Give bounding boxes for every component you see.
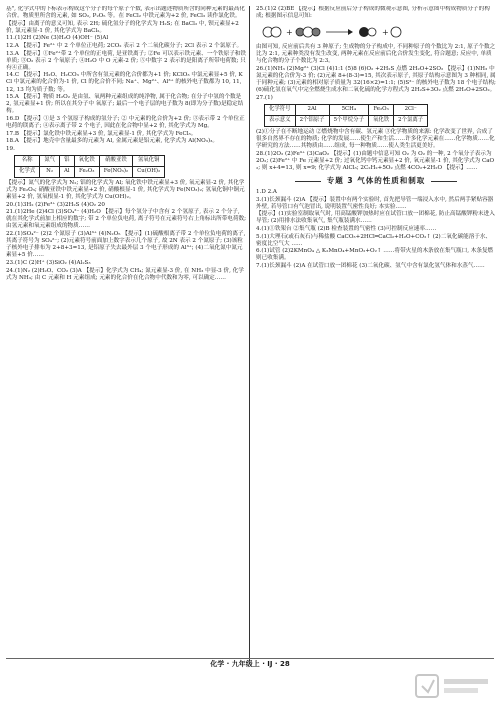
answer-paragraph: 由图可知, 反应前后共有 3 种原子; 生成物的分子构成中, 不同种原子的个数比为 2:1, 原子个数之比为 2:1, 元素种类没有发生改变, 两种元素在反应前后化合价发生变化, 符合题意; 反应中, 单质与化合物的分子个数比为 2:3。	[256, 44, 496, 65]
watermark-logo-icon	[414, 671, 492, 701]
symbol-table	[264, 104, 428, 127]
answer-paragraph: 28.(1)2O₂ (2)Fe³⁺ (3)CaO₂ 【提示】(1)由题中信息可知 O₂ 为 O₂ 的一种, 2 个氧分子表示为 2O₂; (2)Fe²⁺ 中 Fe 元素显+2 价; 过氧化钙中钙元素显+2 价, 氧元素显-1 价, 其化学式为 CaO₂; 则 x+4=13, 则 x=9; 化学式为 AlCl₃; 2C₂H₂+5O₂ 点燃 4CO₂+2H₂O 【提示】……	[256, 150, 495, 171]
table-cell: 硝酸亚铁	[99, 155, 132, 166]
table-cell: 2个铝原子	[295, 115, 329, 126]
answer-number: 27.(1)	[256, 94, 273, 101]
answer-paragraph: 24.(1)N₂ (2)H₂O、CO₂ (3)A 【提示】化学式为 CH₄; 氮元素显-3 价, 在 NH₃ 中显-3 价, 化学式为 NH₃; 由 C 元素和 H 元素组成; 元素的化合价在化合物中代数和为零, 可以确定……	[6, 267, 244, 281]
table-cell: Al	[59, 166, 74, 177]
table-cell: 氢氧化铜	[133, 155, 165, 166]
table-cell: Fe(NO₃)₂	[99, 166, 132, 177]
page-footer: 化学 · 九年级上 · IJ · 28	[210, 660, 290, 668]
table-cell: 氧化铁	[74, 155, 99, 166]
svg-text:+: +	[286, 28, 293, 38]
answer-paragraph: 【提示】由离子的意义可知, 表示 2H; 硫化氢分子的化学式为 H₂S; 在 BaCl₂ 中, 钡元素显+2 价, 氯元素显-1 价, 其化学式为 BaCl₂。	[6, 20, 239, 34]
table-row-label: 表示意义	[265, 115, 296, 126]
left-column	[6, 6, 246, 656]
table-cell: 氧化铁	[368, 115, 393, 126]
table-cell: Cu(OH)₂	[133, 166, 165, 177]
answer-paragraph: 12.A 【提示】Fe²⁺ 中 2 个单位正电荷; 2CO₂ 表示 2 个二氧化碳分子; 2Cl 表示 2 个氯原子。	[6, 42, 243, 49]
table-row-label: 化学式	[15, 166, 40, 177]
table-cell: 氮气	[40, 155, 60, 166]
right-column	[256, 6, 496, 656]
formula-table	[14, 155, 165, 178]
answer-paragraph: 11.(1)2H (2)Ne (3)H₂O (4)OH⁻ (5)Al	[6, 35, 109, 42]
table-row	[15, 166, 165, 177]
answer-number: 19.	[6, 145, 15, 152]
molecule-diagram	[256, 21, 406, 43]
answer-paragraph: 1.D 2.A	[256, 189, 277, 195]
answer-paragraph: 22.(1)SO₄²⁻ (2)2 个氮原子 (3)Al³⁺ (4)N₂O₅ 【提示】(1)硫酸根离子带 2 个单位负电荷的离子, 其离子符号为 SO₄²⁻; (2)元素符号前面加上数字表示几个原子, 故 2N 表示 2 个氮原子; (3)该粒子核外电子排布为 2+8+3=13, 是铝原子失去最外层 3 个电子形成的 Al³⁺; (4)二氧化氮中氮元素显+5 价……	[6, 231, 246, 259]
answer-paragraph: 25.(1)2 (2)BE 【提示】根据反应前后分子构成的微观示意图, 分析示意图中构成物质分子的构成; 根据图示信息可知:	[256, 6, 490, 20]
answer-paragraph: 21.(1)2He (2)4Cl (3)SO₄²⁻ (4)H₂O 【提示】每个氢分子中含有 2 个氢原子, 表示 2 个分子, 就在其化学式前加上相应的数字; 带 2 个单位负电荷, 离子符号在元素符号右上角标出所带电荷数; 由氢元素和氧元素组成的物质……	[6, 209, 246, 230]
molecule-icon	[263, 27, 281, 37]
table-cell: Fe₂O₃	[74, 166, 99, 177]
answer-paragraph: 16.D 【提示】①是 3 个氢原子构成的氢分子; ② 中元素的化合价为+2 价; ③表示带 2 个单位正电荷的镁离子; ④表示离子带 2 个电子, 因此在化合物中显+2 价, 其化学式为 Mg。	[6, 115, 245, 129]
answer-paragraph: 基", 化学式中的下标表示构成这个分子的每个原子个数, 表示出题述物质所含的同种元素的最高化合价。物质里所含的元素, 如 SO₂, P₂O₅ 等。在 FeCl₂ 中铁元素为+2 价, FeCl₃ 读作氯化铁。	[6, 6, 246, 20]
answer-paragraph: 18.A 【提示】地壳中含量最多的元素为 Al, 金属元素是铝元素, 化学式为 Al(NO₃)₃。	[6, 138, 218, 145]
table-row-label: 化学符号	[265, 104, 296, 115]
table-cell: 2Al	[295, 104, 329, 115]
answer-paragraph: 【提示】(1)实验室制取氧气时, 用高锰酸钾加热时应在试管口放一团棉花, 防止高锰酸钾粉末进入导管; (2)用排水法收集氧气, 集气瓶装满水……	[256, 211, 495, 225]
answer-paragraph: 26.(1)NH₃ (2)Mg²⁺ (3)Cl (4)1:1 (5)8 (6)O₂ +2H₂S 点燃 2H₂O+2SO₂ 【提示】(1)NH₃ 中氮元素的化合价为-3 价; (2)元素 8+(8-3)=15, 其次表示原子, 其原子结构示意图为 3 种相同, 属于同种元素; (3)元素的相对原子质量为 32(16×2)=1:1; (5)S²⁻ 的核外电子数为 18 个电子结构; (6)硫化氢在氧气中完全燃烧生成水和二氧化硫的化学方程式为 2H₂S+3O₂ 点燃 2H₂O+2SO₂。	[256, 65, 496, 94]
molecule-icon	[391, 27, 401, 37]
answer-paragraph: 17.B 【提示】氯化铁中铁元素显+3 价, 氯元素显-1 价, 其化学式为 FeCl₃。	[6, 130, 197, 137]
table-cell: 2个氯离子	[394, 115, 428, 126]
answer-paragraph: 7.(1)长颈漏斗 (2)A 在试管口放一团棉花 (3)二氧化碳、氢气中含有氯化氢气体和水蒸气……	[256, 262, 485, 269]
answer-paragraph: 15.A 【提示】物质 H₂O₂ 是由氢、氧两种元素组成的纯净物, 属于化合物; 在分子中氢的个数是 2, 氢元素显+1 价; 所以在其分子中 氧原子; 最后一个电子层的电子数为 8(即为分子数)是稳定结构。	[6, 94, 244, 115]
table-cell: 5CH₄	[329, 104, 368, 115]
section-title: 专题 3 气体的性质和制取	[326, 176, 426, 185]
table-cell: 铝	[59, 155, 74, 166]
molecule-icon	[359, 27, 376, 37]
table-row	[15, 155, 165, 166]
section-heading	[256, 176, 496, 186]
answer-paragraph: 【提示】氮气的化学式为 N₂; 铝的化学式为 Al; 氧化铁中铁元素显+3 价, 氧元素显-2 价, 其化学式为 Fe₂O₃; 硝酸亚铁中铁元素显+2 价, 硝酸根显-1 价, 其化学式为 Fe(NO₃)₂; 氢氧化铜中铜元素显+2 价, 氢氧根显-1 价, 其化学式为 Cu(OH)₂。	[6, 179, 245, 201]
heading-rule	[295, 181, 321, 182]
table-row	[265, 115, 428, 126]
table-row	[265, 104, 428, 115]
table-cell: 2Cl⁻	[394, 104, 428, 115]
table-cell: Fe₂O₃	[368, 104, 393, 115]
table-cell: 5个甲烷分子	[329, 115, 368, 126]
column-divider	[249, 6, 250, 661]
answer-paragraph: 4.(1)①铁架台 ②集气瓶 (2)B 检查装置的气密性 (3)可控制反应速率……	[256, 225, 437, 232]
table-cell: N₂	[40, 166, 60, 177]
heading-rule	[431, 181, 457, 182]
answer-paragraph: 20.(1)3H₂ (2)Fe³⁺ (3)2H₂S (4)O₂ 20	[6, 201, 105, 208]
molecule-icon	[296, 27, 320, 37]
answer-paragraph: 14.C 【提示】H₂O、H₂CO₃ 中所含有氢元素的化合价都为+1 价; KClO₃ 中氯元素显+5 价, KCl 中氯元素的化合价为-1 价, Cl 的化合价不同; Na⁺、Mg²⁺、Al³⁺ 的核外电子数都为 10, 11, 12, 13 均为质子数; 等。	[6, 72, 243, 93]
answer-paragraph: 13.A 【提示】①Fe²⁺带 2 个单位的正电荷, 是亚铁离子; ②Fe 可以表示铁元素、一个铁原子和铁单质; ③O₂ 表示 2 个氧原子; ④H₂O 中 O 元素-2 价; ⑤中数字 2 表示的是阳离子所带电荷数; 只有④正确。	[6, 50, 246, 71]
answer-paragraph: 3.(1)长颈漏斗 (2)A 【提示】装置中有两个实验时, 首先把导管一端浸入水中, 然后两手紧贴容器外壁, 若导管口有气泡冒出, 说明装置气密性良好; 本实验……	[256, 196, 494, 210]
answer-paragraph: (2)①分子在不断地运动 ②燃烧物中含有碳、氢元素 ③化学物质的来源: 化学改变了世界, 合成了很多自然界不存在的物质; 化学的发展……使生产和生活……许多化学元素在……化学物质……化学研究的方法……其物质由……组成, 每一种物质……使人类生活更美好。	[256, 128, 495, 150]
answer-paragraph: 5.(1)大理石(或石灰石)与稀盐酸 CaCO₃+2HCl═CaCl₂+H₂O+CO₂↑ (2)二氧化碳能溶于水、密度比空气大 ……	[256, 233, 492, 247]
answer-paragraph: 6.(1)试管 (2)2KMnO₄ △ K₂MnO₄+MnO₂+O₂↑ ……将带火星的木条放在集气瓶口, 木条复燃则已收集满。	[256, 248, 494, 262]
answer-paragraph: 23.(1)C (2)H⁺ (3)SiO₂ (4)Al₂S₃	[6, 259, 91, 266]
svg-text:+: +	[382, 28, 389, 38]
table-row-label: 名称	[15, 155, 40, 166]
